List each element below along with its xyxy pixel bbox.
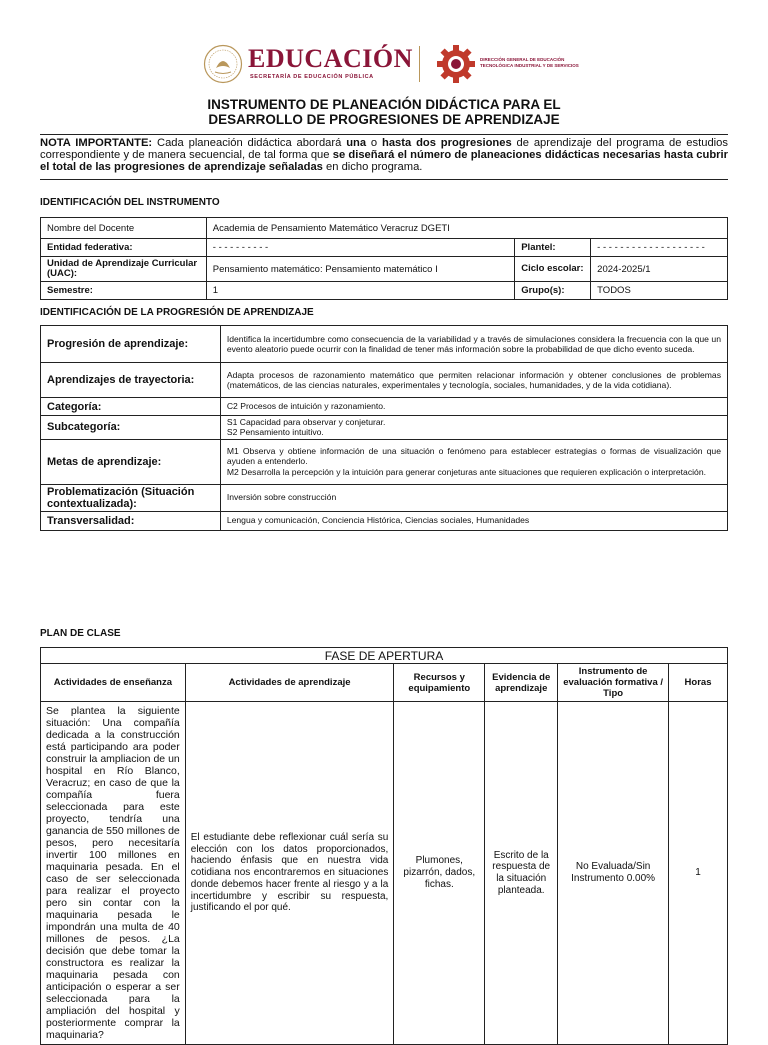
trayectoria-value: Adapta procesos de razonamiento matemático que permiten relacionar información y obtener conclusiones de problemas (matemáticos, de las ciencias naturales, experimentales y tecnología, sociales, humanidades, y de la vida cotidiana). (220, 363, 727, 398)
table-row (41, 326, 728, 363)
col-header-horas: Horas (669, 664, 728, 702)
col-header-recursos: Recursos y equipamiento (394, 664, 485, 702)
grupo-value: TODOS (591, 282, 728, 300)
plantel-label: Plantel: (515, 239, 591, 257)
table-row (41, 257, 728, 282)
class-plan-table (40, 647, 728, 1045)
note-text-2: o (366, 137, 382, 149)
semestre-value: 1 (206, 282, 514, 300)
horas-cell: 1 (669, 702, 728, 1045)
note-bold-2: hasta dos progresiones (382, 137, 512, 149)
docente-value: Academia de Pensamiento Matemático Veracruz DGETI (206, 218, 727, 239)
table-row (41, 439, 728, 484)
table-row (41, 398, 728, 416)
evidencia-cell: Escrito de la respuesta de la situación planteada. (485, 702, 558, 1045)
note-bold-3: se diseñará el número de planeaciones didácticas necesarias hasta cubrir el total de las progresiones de aprendizaje señaladas (40, 149, 728, 174)
entidad-label: Entidad federativa: (41, 239, 207, 257)
document-title-line1: INSTRUMENTO DE PLANEACIÓN DIDÁCTICA PARA EL (207, 97, 561, 112)
table-header-row (41, 664, 728, 702)
section-title-plan: PLAN DE CLASE (40, 628, 121, 639)
table-row (41, 282, 728, 300)
mexico-seal-icon (203, 44, 243, 84)
entidad-value: - - - - - - - - - - (206, 239, 514, 257)
dgeti-name: DIRECCIÓN GENERAL DE EDUCACIÓN TECNOLÓGICA INDUSTRIAL Y DE SERVICIOS (480, 57, 579, 68)
col-header-ensenanza: Actividades de enseñanza (41, 664, 186, 702)
note-label: NOTA IMPORTANTE: (40, 137, 153, 149)
grupo-label: Grupo(s): (515, 282, 591, 300)
table-row (41, 702, 728, 1045)
uac-label: Unidad de Aprendizaje Curricular (UAC): (41, 257, 207, 282)
docente-label: Nombre del Docente (41, 218, 207, 239)
section-title-progresion: IDENTIFICACIÓN DE LA PROGRESIÓN DE APRENDIZAJE (40, 307, 314, 318)
note-divider (40, 179, 728, 180)
uac-value: Pensamiento matemático: Pensamiento matemático I (206, 257, 514, 282)
note-text-3: de aprendizaje del programa de estudios correspondiente y de manera secuencial, de tal forma que (40, 137, 728, 162)
dgeti-gear-icon (436, 44, 476, 84)
aprendizaje-cell: El estudiante debe reflexionar cuál sería su elección con los datos proporcionados, haciendo énfasis que en nuestra vida cotidiana nos encontraremos en situaciones donde debemos hacer frente al riesgo y a la incertidumbre y escribir su respuesta, justificando el por qué. (185, 702, 394, 1045)
problematizacion-value: Inversión sobre construcción (220, 484, 727, 511)
ensenanza-cell: Se plantea la siguiente situación: Una compañía dedicada a la construcción está participando ara poder construir la ampliacion de un hospital en Río Blanco, Veracruz; en caso de que la compañía fuera seleccionada para este proyecto, tendría una ganancia de 550 millones de pesos, pero necesitaría invertir 100 millones en maquinaria pesada. En el caso de ser seleccionada para realizar el proyecto pero sin contar con la maquinaria pesada le impondrán una multa de 40 millones de pesos. ¿La decisión que debe tomar la constructora es realizar la maquinaria pesada con anticipación o esperar a ser seleccionada para la ampliación del hospital y posteriormente comprar la maquinaria? (41, 702, 186, 1045)
transversalidad-value: Lengua y comunicación, Conciencia Histórica, Ciencias sociales, Humanidades (220, 511, 727, 530)
progresion-value: Identifica la incertidumbre como consecuencia de la variabilidad y a través de simulaciones considera la frecuencia con la que un evento aleatorio puede ocurrir con la finalidad de tener más información sobre la probabilidad de que dicho evento suceda. (220, 326, 727, 363)
col-header-instrumento: Instrumento de evaluación formativa / Tipo (558, 664, 669, 702)
section-title-identificacion: IDENTIFICACIÓN DEL INSTRUMENTO (40, 197, 220, 208)
ciclo-value: 2024-2025/1 (591, 257, 728, 282)
problematizacion-label: Problematización (Situación contextualizada): (41, 484, 221, 511)
semestre-label: Semestre: (41, 282, 207, 300)
document-title-line2: DESARROLLO DE PROGRESIONES DE APRENDIZAJE (208, 112, 560, 127)
identification-table (40, 217, 728, 300)
metas-value: M1 Observa y obtiene información de una situación o fenómeno para establecer estrategias o formas de visualización que ayuden a entenderlo. M2 Desarrolla la percepción y la intuición para generar conjeturas ante situaciones que requieren explicación o interpretación. (220, 439, 727, 484)
recursos-cell: Plumones, pizarrón, dados, fichas. (394, 702, 485, 1045)
subcategoria-value: S1 Capacidad para observar y conjeturar. S2 Pensamiento intuitivo. (220, 416, 727, 440)
metas-label: Metas de aprendizaje: (41, 439, 221, 484)
table-row (41, 416, 728, 440)
col-header-aprendizaje: Actividades de aprendizaje (185, 664, 394, 702)
important-note (40, 134, 728, 174)
plantel-value: - - - - - - - - - - - - - - - - - - - (591, 239, 728, 257)
ciclo-label: Ciclo escolar: (515, 257, 591, 282)
note-bold-1: una (346, 137, 367, 149)
subcategoria-label: Subcategoría: (41, 416, 221, 440)
page-header (0, 36, 768, 96)
table-row (41, 648, 728, 664)
note-text-4: en dicho programa. (322, 161, 423, 174)
table-row (41, 218, 728, 239)
logo-subtitle: SECRETARÍA DE EDUCACIÓN PÚBLICA (250, 74, 374, 80)
instrumento-cell: No Evaluada/Sin Instrumento 0.00% (558, 702, 669, 1045)
table-row (41, 239, 728, 257)
phase-title: FASE DE APERTURA (41, 648, 728, 664)
categoria-label: Categoría: (41, 398, 221, 416)
col-header-evidencia: Evidencia de aprendizaje (485, 664, 558, 702)
trayectoria-label: Aprendizajes de trayectoria: (41, 363, 221, 398)
logo-title: EDUCACIÓN (248, 44, 413, 73)
document-title (0, 97, 768, 127)
transversalidad-label: Transversalidad: (41, 511, 221, 530)
progression-table (40, 325, 728, 531)
table-row (41, 484, 728, 511)
categoria-value: C2 Procesos de intuición y razonamiento. (220, 398, 727, 416)
header-divider (419, 46, 420, 82)
table-row (41, 363, 728, 398)
table-row (41, 511, 728, 530)
note-text-1: Cada planeación didáctica abordará (152, 137, 347, 149)
progresion-label: Progresión de aprendizaje: (41, 326, 221, 363)
